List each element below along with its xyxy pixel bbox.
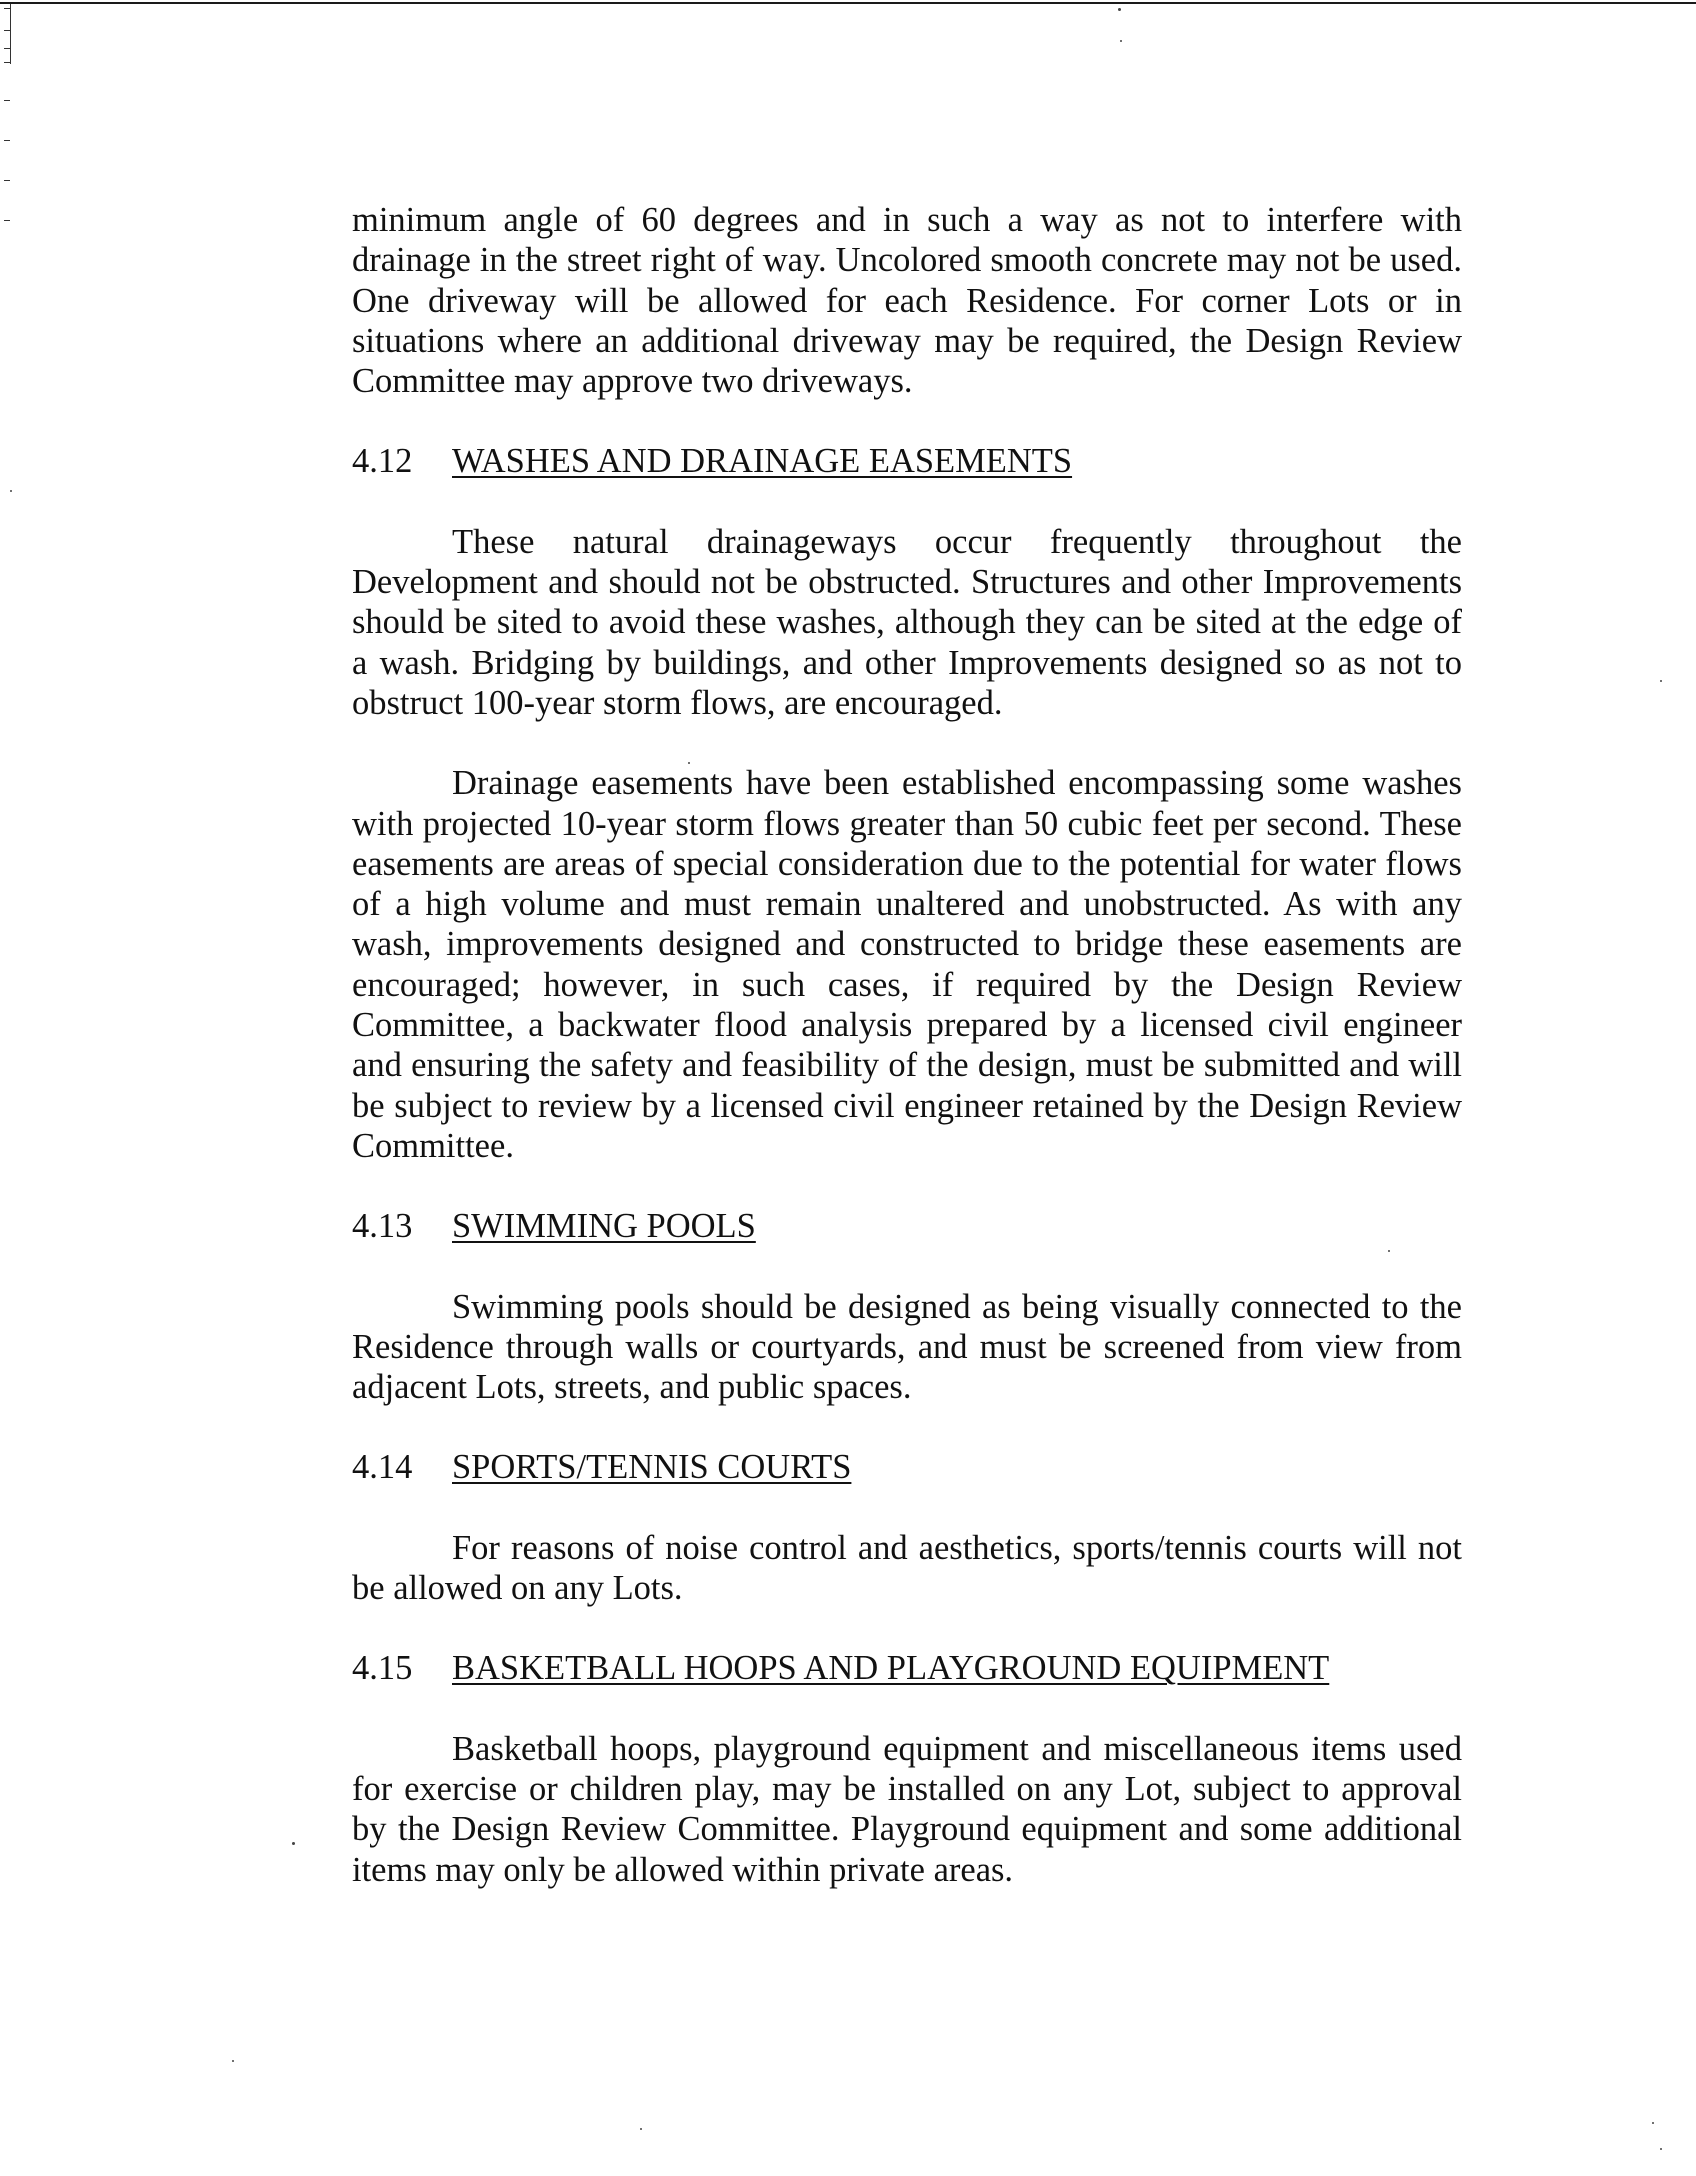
section-heading-4-15	[352, 1648, 1462, 1688]
section-title: BASKETBALL HOOPS AND PLAYGROUND EQUIPMENT	[452, 1649, 1330, 1688]
scan-speck	[1118, 8, 1121, 11]
section-heading-4-12	[352, 441, 1462, 481]
section-paragraph: Basketball hoops, playground equipment and miscellaneous items used for exercise or children play, may be installed on any Lot, subject to approval by the Design Review Committee. Playground equipment and some additional items may only be allowed within private areas.	[352, 1729, 1462, 1889]
section-number: 4.15	[352, 1649, 413, 1688]
scan-speck	[1660, 680, 1662, 682]
scan-speck	[292, 1842, 295, 1845]
scan-speck	[10, 490, 12, 492]
section-paragraph: Drainage easements have been established encompassing some washes with projected 10-year storm flows greater than 50 cubic feet per second. These easements are areas of special consideration due to the potential for water flows of a high volume and must remain unaltered and unobstructed. As with any wash, improvements designed and constructed to bridge these easements are encouraged; however, in such cases, if required by the Design Review Committee, a backwater flood analysis prepared by a licensed civil engineer and ensuring the safety and feasibility of the design, must be submitted and will be subject to review by a licensed civil engineer retained by the Design Review Committee.	[352, 764, 1462, 1165]
section-number: 4.14	[352, 1448, 413, 1487]
scan-speck	[1652, 2122, 1654, 2124]
document-body	[352, 200, 1462, 1890]
section-number: 4.12	[352, 442, 413, 481]
section-paragraph: For reasons of noise control and aesthetics, sports/tennis courts will not be allowed on any Lots.	[352, 1528, 1462, 1608]
section-number: 4.13	[352, 1207, 413, 1246]
scan-speck	[1120, 40, 1122, 42]
scan-edge-marks	[0, 0, 14, 480]
scan-speck	[232, 2060, 234, 2062]
scan-speck	[1660, 2148, 1662, 2150]
section-paragraph: Swimming pools should be designed as being visually connected to the Residence through walls or courtyards, and must be screened from view from adjacent Lots, streets, and public spaces.	[352, 1287, 1462, 1407]
scan-speck	[640, 2128, 642, 2130]
section-title: WASHES AND DRAINAGE EASEMENTS	[452, 442, 1073, 481]
section-heading-4-13	[352, 1206, 1462, 1246]
section-heading-4-14	[352, 1447, 1462, 1487]
section-title: SWIMMING POOLS	[452, 1207, 756, 1246]
section-paragraph: These natural drainageways occur frequently throughout the Development and should not be obstructed. Structures and other Improvements should be sited to avoid these washes, although they can be sited at the edge of a wash. Bridging by buildings, and other Improvements designed so as not to obstruct 100-year storm flows, are encouraged.	[352, 522, 1462, 722]
intro-paragraph: minimum angle of 60 degrees and in such a way as not to interfere with drainage in the street right of way. Uncolored smooth concrete may not be used. One driveway will be allowed for each Residence. For corner Lots or in situations where an additional driveway may be required, the Design Review Committee may approve two driveways.	[352, 201, 1462, 401]
page-top-border	[0, 2, 1696, 4]
section-title: SPORTS/TENNIS COURTS	[452, 1448, 852, 1487]
